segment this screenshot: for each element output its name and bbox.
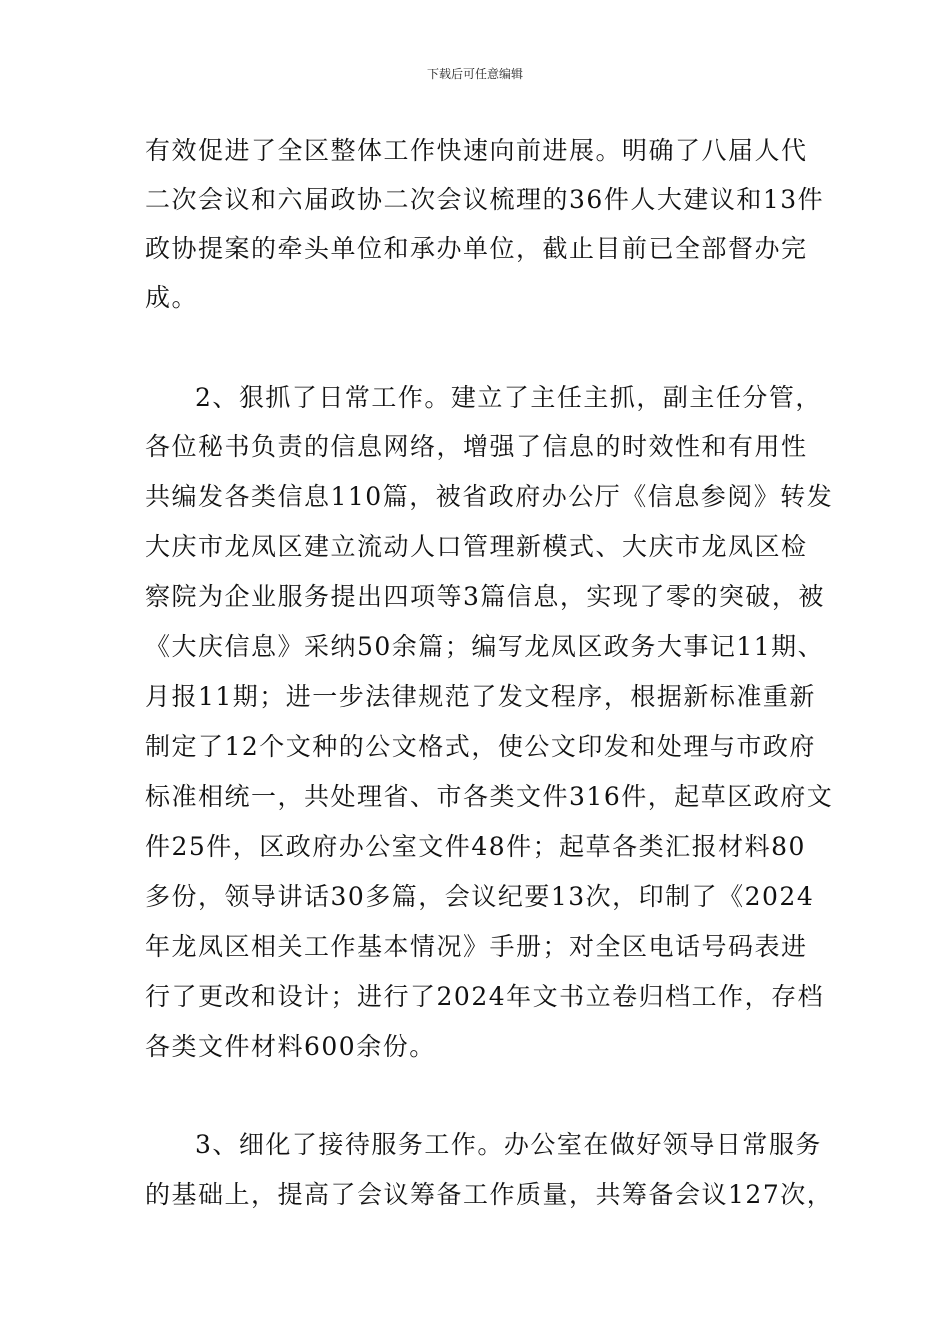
text-line: 政协提案的牵头单位和承办单位，截止目前已全部督办完 (145, 234, 808, 263)
text-line: 月报11期；进一步法律规范了发文程序，根据新标准重新 (145, 682, 816, 711)
text-line: 《大庆信息》采纳50余篇；编写龙凤区政务大事记11期、 (145, 632, 825, 661)
page-header: 下载后可任意编辑 (426, 67, 523, 81)
text-line: 共编发各类信息110篇，被省政府办公厅《信息参阅》转发 (145, 482, 834, 511)
text-line: 二次会议和六届政协二次会议梳理的36件人大建议和13件 (145, 185, 825, 214)
text-line: 多份，领导讲话30多篇，会议纪要13次，印制了《2024 (145, 882, 815, 911)
text-line: 标准相统一，共处理省、市各类文件316件，起草区政府文 (145, 782, 834, 811)
text-line: 年龙凤区相关工作基本情况》手册；对全区电话号码表进 (145, 932, 808, 961)
text-line: 成。 (145, 283, 199, 312)
text-line: 3、细化了接待服务工作。办公室在做好领导日常服务 (195, 1130, 822, 1159)
text-line: 大庆市龙凤区建立流动人口管理新模式、大庆市龙凤区检 (145, 532, 808, 561)
text-line: 各位秘书负责的信息网络，增强了信息的时效性和有用性 (145, 432, 808, 461)
text-line: 制定了12个文种的公文格式，使公文印发和处理与市政府 (145, 732, 816, 761)
text-line: 件25件，区政府办公室文件48件；起草各类汇报材料80 (145, 832, 806, 861)
text-line: 的基础上，提高了会议筹备工作质量，共筹备会议127次， (145, 1180, 834, 1209)
text-line: 各类文件材料600余份。 (145, 1032, 436, 1061)
text-line: 察院为企业服务提出四项等3篇信息，实现了零的突破，被 (145, 582, 825, 611)
text-line: 行了更改和设计；进行了2024年文书立卷归档工作，存档 (145, 982, 825, 1011)
text-line: 有效促进了全区整体工作快速向前进展。明确了八届人代 (145, 136, 808, 165)
text-line: 2、狠抓了日常工作。建立了主任主抓，副主任分管， (195, 383, 822, 412)
